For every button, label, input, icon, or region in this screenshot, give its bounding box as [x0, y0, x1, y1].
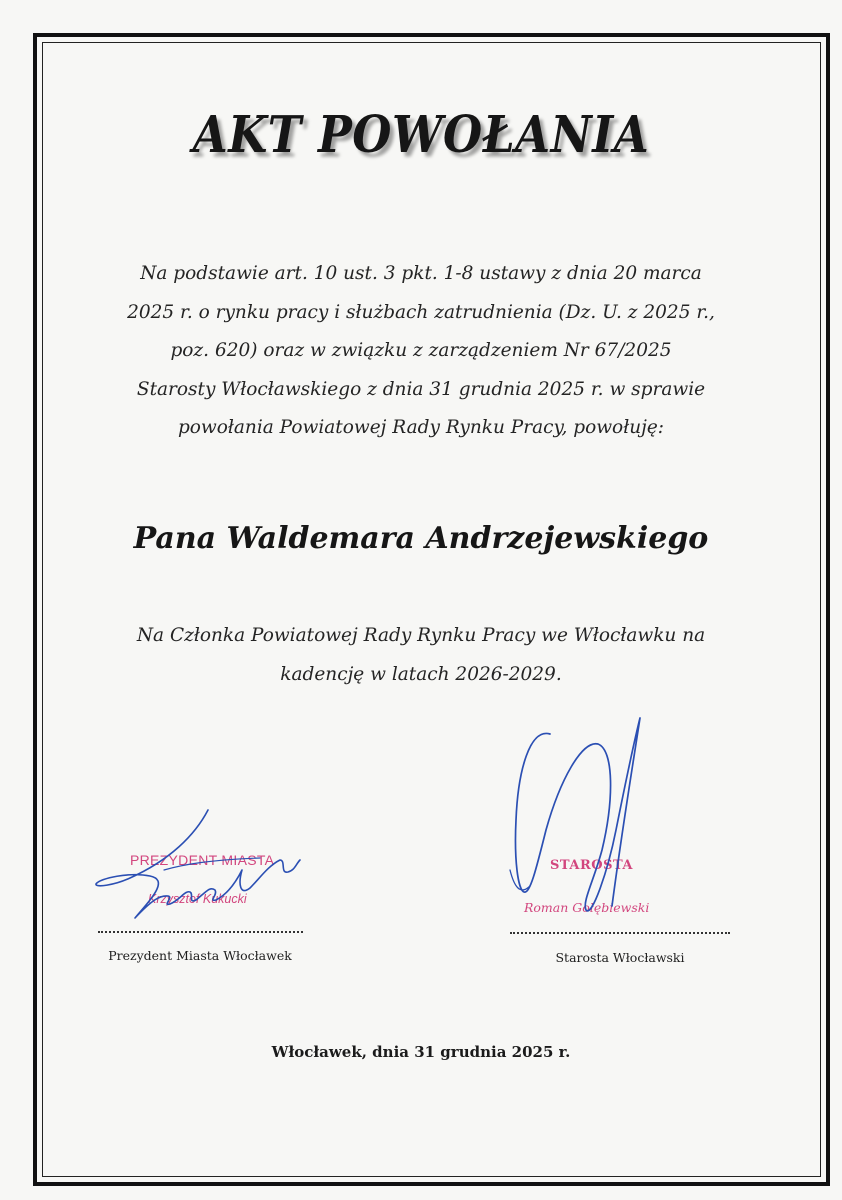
document-title: AKT POWOŁANIA	[192, 104, 650, 165]
mayor-signature-line	[98, 931, 303, 933]
function-line: kadencję w latach 2026-2029.	[280, 663, 562, 685]
starost-stamp-name: Roman Gołębiewski	[524, 900, 650, 915]
starost-role-caption: Starosta Włocławski	[555, 950, 685, 965]
legal-basis-line: poz. 620) oraz w związku z zarządzeniem Nr 67/2025	[170, 340, 672, 361]
mayor-stamp-name: Krzysztof Kukucki	[148, 892, 247, 906]
legal-basis-line: powołania Powiatowej Rady Rynku Pracy, powołuję:	[177, 417, 665, 438]
appointment-function-paragraph	[90, 617, 752, 694]
function-line: Na Członka Powiatowej Rady Rynku Pracy we Włocławku na	[136, 625, 706, 646]
mayor-signature-block	[90, 800, 320, 980]
place-and-date: Włocławek, dnia 31 grudnia 2025 r.	[271, 1043, 571, 1061]
inner-border-frame	[42, 42, 821, 1177]
legal-basis-line: Starosty Włocławskiego z dnia 31 grudnia 2025 r. w sprawie	[136, 378, 706, 400]
mayor-stamp-title: PREZYDENT MIASTA	[130, 852, 275, 868]
starost-stamp-title: STAROSTA	[550, 858, 634, 873]
starost-signature-line	[510, 932, 730, 934]
mayor-handwritten-signature	[90, 800, 320, 930]
appointee-name: Pana Waldemara Andrzejewskiego	[133, 521, 709, 556]
legal-basis-paragraph	[90, 255, 752, 448]
mayor-role-caption: Prezydent Miasta Włocławek	[108, 948, 292, 963]
starost-handwritten-signature	[490, 710, 750, 940]
starost-signature-block	[490, 710, 750, 980]
legal-basis-line: 2025 r. o rynku pracy i służbach zatrudnienia (Dz. U. z 2025 r.,	[127, 301, 715, 323]
legal-basis-line: Na podstawie art. 10 ust. 3 pkt. 1-8 ustawy z dnia 20 marca	[140, 263, 702, 284]
